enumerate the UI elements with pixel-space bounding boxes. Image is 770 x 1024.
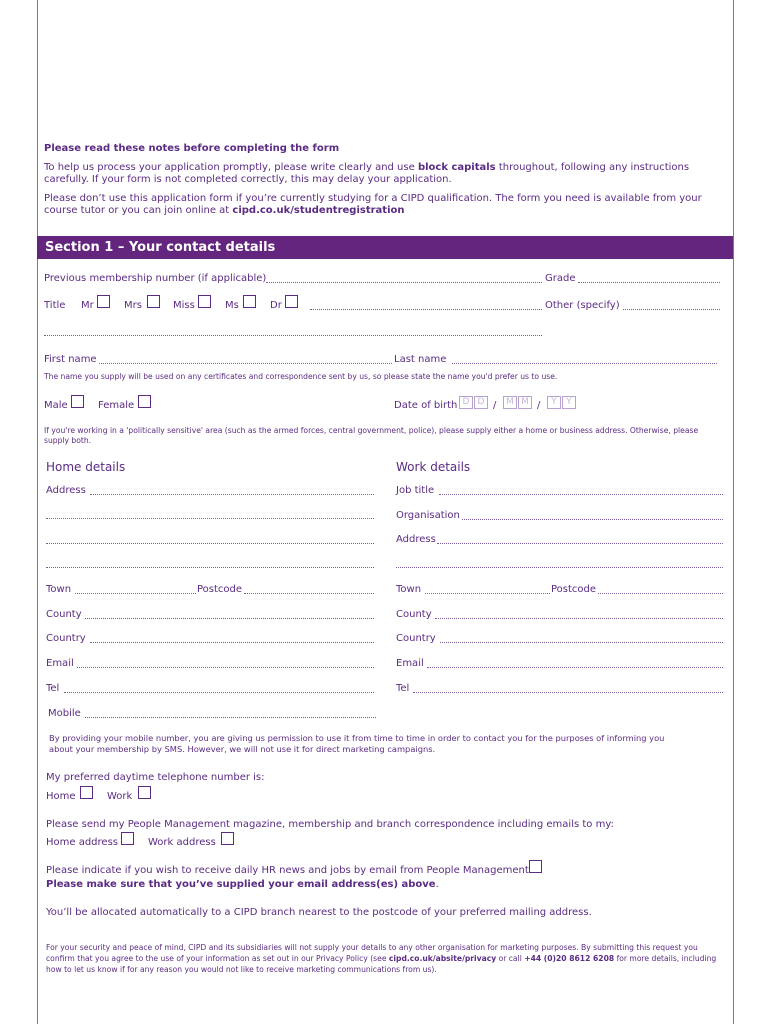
dob-year-1[interactable]: Y — [547, 396, 561, 409]
daytime-work-checkbox[interactable] — [138, 786, 151, 799]
dr-checkbox[interactable] — [285, 295, 298, 308]
work-details-heading: Work details — [396, 460, 471, 474]
miss-checkbox[interactable] — [198, 295, 211, 308]
privacy-line3: how to let us know if for any reason you would not like to receive marketing communications from us). — [46, 965, 437, 974]
email-check-bold: Please make sure that you’ve supplied your email address(es) above — [46, 879, 436, 890]
job-title-field[interactable] — [439, 494, 723, 495]
home-county-field[interactable] — [85, 618, 374, 619]
prev-membership-label: Previous membership number (if applicable) — [44, 273, 267, 284]
home-address-field-4[interactable] — [46, 567, 374, 568]
notes-para1-b: throughout, following any instructions — [495, 162, 690, 173]
work-town-field[interactable] — [425, 593, 550, 594]
home-country-label: Country — [46, 633, 86, 644]
dob-year-2[interactable]: Y — [562, 396, 576, 409]
home-country-field[interactable] — [90, 642, 374, 643]
send-home-address-checkbox[interactable] — [121, 832, 134, 845]
send-question: Please send my People Management magazine, membership and branch correspondence including emails to my: — [46, 819, 614, 830]
home-tel-label: Tel — [46, 683, 60, 694]
home-tel-field[interactable] — [64, 692, 374, 693]
title-label: Title — [44, 300, 66, 311]
work-address-label: Address — [396, 534, 436, 545]
sensitive-note-line2: supply both. — [44, 436, 92, 445]
notes-heading: Please read these notes before completing the form — [44, 143, 340, 154]
section-title: Section 1 – Your contact details — [45, 240, 276, 255]
dob-slash-2: / — [537, 400, 541, 411]
right-border — [733, 0, 734, 1024]
last-name-field[interactable] — [452, 363, 717, 364]
branch-note: You’ll be allocated automatically to a CIPD branch nearest to the postcode of your preferred mailing address. — [46, 907, 592, 918]
first-name-field[interactable] — [99, 363, 392, 364]
hr-news-checkbox[interactable] — [529, 860, 542, 873]
mobile-label: Mobile — [48, 708, 81, 719]
home-address-field-3[interactable] — [46, 543, 374, 544]
work-address-field-2[interactable] — [396, 567, 723, 568]
home-town-field[interactable] — [75, 593, 196, 594]
student-registration-link[interactable]: cipd.co.uk/studentregistration — [232, 205, 405, 216]
dob-label: Date of birth — [394, 400, 458, 411]
daytime-home-label: Home — [46, 791, 76, 802]
miss-label: Miss — [173, 300, 195, 311]
home-postcode-field[interactable] — [244, 593, 374, 594]
notes-para1-a: To help us process your application promptly, please write clearly and use — [44, 162, 418, 173]
notes-para2-text: course tutor or you can join online at — [44, 205, 233, 216]
female-label: Female — [98, 400, 135, 411]
first-name-label: First name — [44, 354, 97, 365]
daytime-home-checkbox[interactable] — [80, 786, 93, 799]
notes-para1-line2: carefully. If your form is not completed correctly, this may delay your application. — [44, 174, 452, 185]
home-county-label: County — [46, 609, 82, 620]
work-country-field[interactable] — [440, 642, 723, 643]
privacy-line2-end: for more details, including — [614, 954, 717, 963]
blank-line[interactable] — [44, 335, 542, 336]
home-postcode-label: Postcode — [197, 584, 243, 595]
job-title-label: Job title — [396, 485, 435, 496]
notes-para1-bold: block capitals — [417, 162, 496, 173]
grade-label: Grade — [545, 273, 576, 284]
work-county-label: County — [396, 609, 432, 620]
male-checkbox[interactable] — [71, 395, 84, 408]
notes-para1-line1 — [44, 162, 689, 174]
home-email-field[interactable] — [77, 667, 374, 668]
ms-label: Ms — [225, 300, 239, 311]
prev-membership-field[interactable] — [266, 282, 542, 283]
organisation-label: Organisation — [396, 510, 460, 521]
privacy-line2-call: or call — [496, 954, 525, 963]
send-work-address-checkbox[interactable] — [221, 832, 234, 845]
work-county-field[interactable] — [435, 618, 723, 619]
dob-slash-1: / — [493, 400, 497, 411]
daytime-work-label: Work — [107, 791, 133, 802]
work-postcode-label: Postcode — [551, 584, 597, 595]
work-address-field-1[interactable] — [437, 543, 723, 544]
mobile-field[interactable] — [85, 717, 376, 718]
grade-field[interactable] — [578, 282, 720, 283]
email-check-note — [46, 879, 439, 891]
hr-news-question: Please indicate if you wish to receive daily HR news and jobs by email from People Management — [46, 865, 529, 876]
mrs-checkbox[interactable] — [147, 295, 160, 308]
dob-month-2[interactable]: M — [518, 396, 532, 409]
work-country-label: Country — [396, 633, 436, 644]
name-note: The name you supply will be used on any certificates and correspondence sent by us, so please state the name you'd prefer us to use. — [44, 372, 558, 381]
notes-para2-line1: Please don’t use this application form if you’re currently studying for a CIPD qualification. The form you need is available from your — [44, 193, 702, 204]
privacy-line2-text: confirm that you agree to the use of your information as set out in our Privacy Policy (see — [46, 954, 389, 963]
male-label: Male — [44, 400, 68, 411]
left-border — [37, 0, 38, 1024]
home-address-field-2[interactable] — [46, 518, 374, 519]
home-address-field-1[interactable] — [90, 494, 374, 495]
organisation-field[interactable] — [462, 519, 723, 520]
privacy-line1: For your security and peace of mind, CIPD and its subsidiaries will not supply your details to any other organisation for marketing purposes. By submitting this request you — [46, 943, 698, 952]
work-tel-label: Tel — [396, 683, 410, 694]
female-checkbox[interactable] — [138, 395, 151, 408]
daytime-question: My preferred daytime telephone number is: — [46, 772, 265, 783]
work-email-field[interactable] — [427, 667, 723, 668]
dob-month-1[interactable]: M — [503, 396, 517, 409]
privacy-policy-link[interactable]: cipd.co.uk/absite/privacy — [388, 954, 497, 963]
dob-day-2[interactable]: D — [474, 396, 488, 409]
last-name-label: Last name — [394, 354, 447, 365]
privacy-phone: +44 (0)20 8612 6208 — [524, 954, 615, 963]
home-town-label: Town — [46, 584, 72, 595]
mr-checkbox[interactable] — [97, 295, 110, 308]
home-email-label: Email — [46, 658, 74, 669]
work-postcode-field[interactable] — [598, 593, 723, 594]
other-field[interactable] — [623, 309, 720, 310]
dob-day-1[interactable]: D — [459, 396, 473, 409]
ms-checkbox[interactable] — [243, 295, 256, 308]
dr-label: Dr — [270, 300, 282, 311]
email-check-end: . — [435, 879, 439, 890]
work-tel-field[interactable] — [413, 692, 723, 693]
notes-para2-line2 — [44, 205, 405, 217]
mobile-note-line1: By providing your mobile number, you are giving us permission to use it from time to time in order to contact you for the purposes of informing you — [49, 733, 665, 743]
home-details-heading: Home details — [46, 460, 126, 474]
other-label: Other (specify) — [545, 300, 620, 311]
work-town-label: Town — [396, 584, 422, 595]
mobile-note-line2: about your membership by SMS. However, we will not use it for direct marketing campaigns. — [49, 744, 436, 754]
home-address-label: Address — [46, 485, 86, 496]
sensitive-note-line1: If you're working in a 'politically sensitive' area (such as the armed forces, central government, police), please supply either a home or business address. Otherwise, please — [44, 426, 699, 435]
mrs-label: Mrs — [124, 300, 142, 311]
mr-label: Mr — [81, 300, 94, 311]
privacy-line2 — [46, 954, 716, 964]
send-home-address-label: Home address — [46, 837, 118, 848]
work-email-label: Email — [396, 658, 424, 669]
title-other-field[interactable] — [310, 309, 542, 310]
send-work-address-label: Work address — [148, 837, 216, 848]
section-header — [37, 236, 733, 259]
